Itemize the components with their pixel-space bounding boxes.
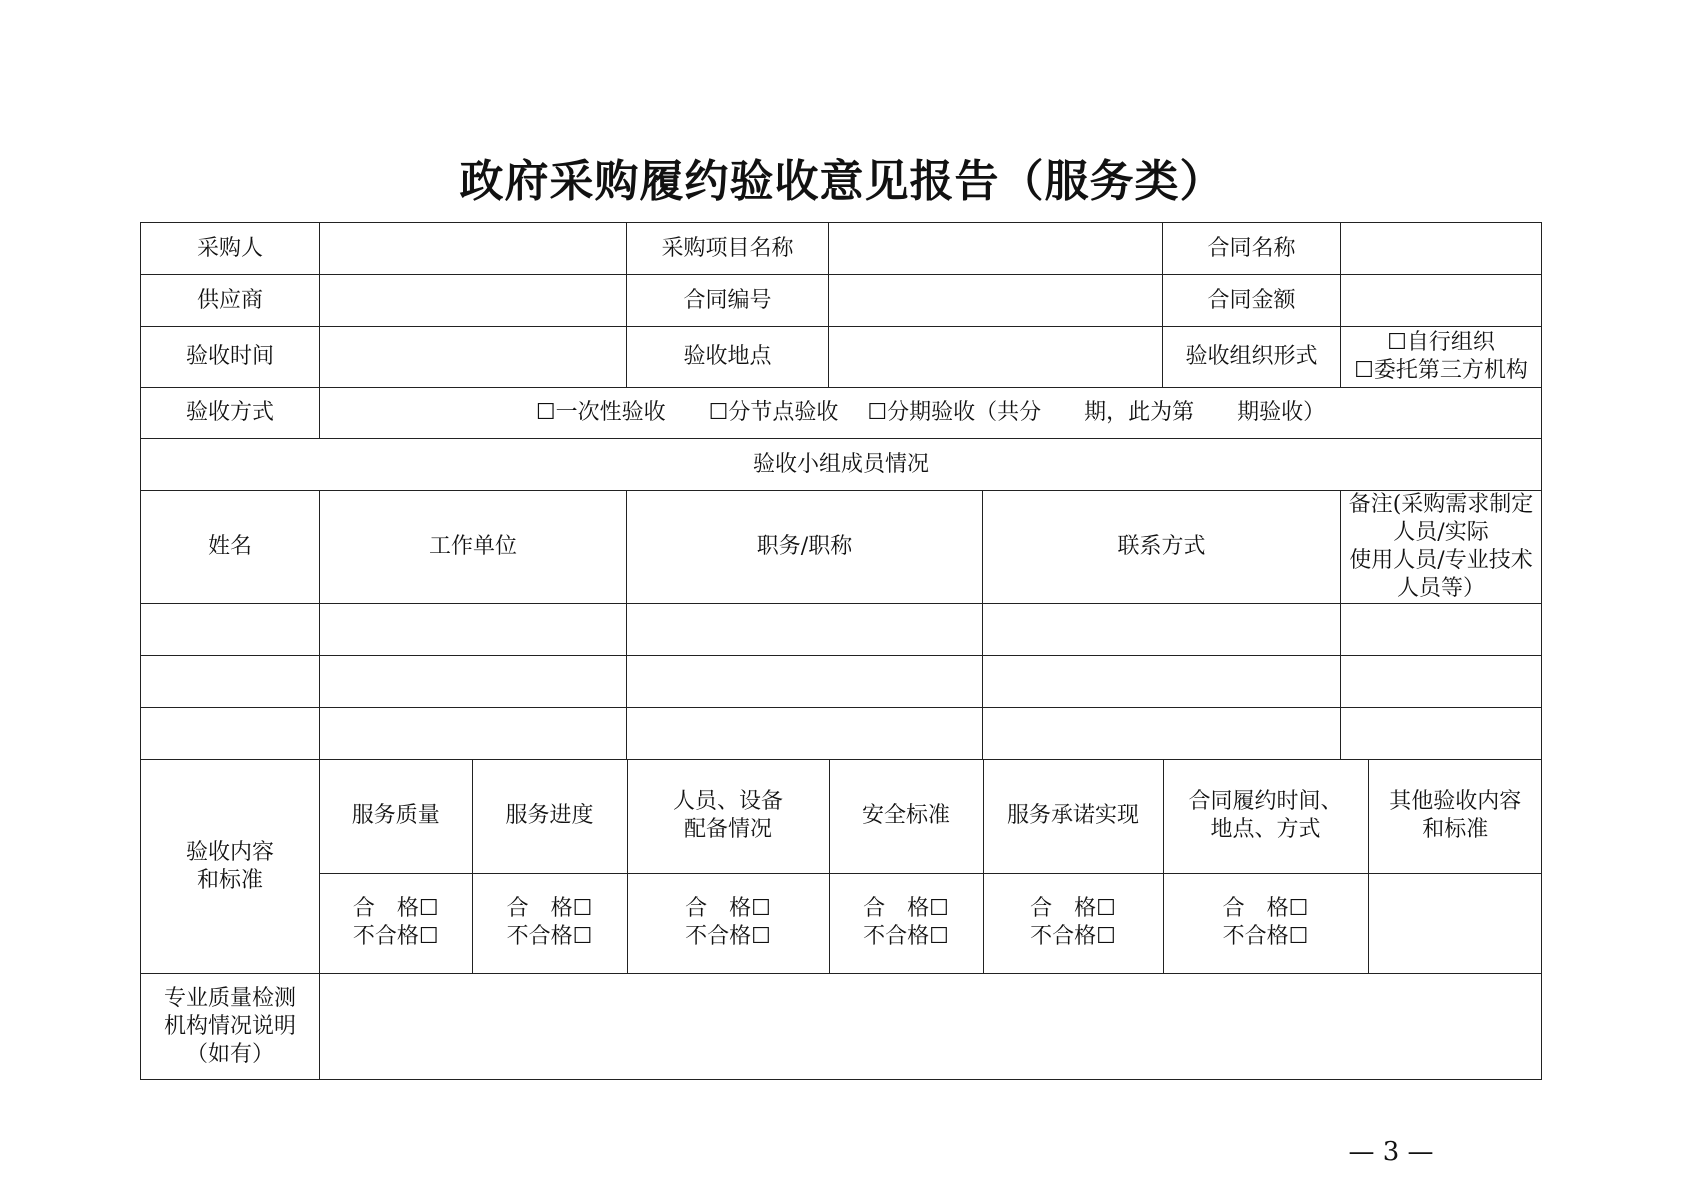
project-name-value[interactable] (829, 223, 1163, 275)
team-cell[interactable] (141, 656, 320, 708)
fail-checkbox[interactable]: 不合格☐ (863, 924, 949, 950)
team-col-contact: 联系方式 (983, 491, 1341, 604)
team-col-remark (1341, 491, 1542, 604)
method-option-phase[interactable]: ☐分期验收（共分 (867, 400, 1042, 425)
team-cell[interactable] (320, 656, 627, 708)
fail-checkbox[interactable]: 不合格☐ (685, 924, 771, 950)
criteria-item-text: 服务质量 (351, 803, 440, 829)
row-supplier (141, 275, 1542, 327)
purchaser-value[interactable] (320, 223, 627, 275)
criteria-grid-cell (320, 760, 1542, 974)
contract-no-label: 合同编号 (627, 275, 829, 327)
inspection-label-line1: 专业质量检测 (163, 985, 296, 1011)
criteria-item (829, 760, 983, 873)
pass-checkbox[interactable]: 合 格☐ (506, 896, 593, 922)
criteria-item (983, 760, 1163, 873)
method-options (320, 388, 1542, 439)
inspection-label (141, 974, 320, 1080)
pass-checkbox[interactable]: 合 格☐ (1222, 896, 1309, 922)
table-row (141, 708, 1542, 760)
place-value[interactable] (829, 327, 1163, 388)
row-time-place (141, 327, 1542, 388)
pass-checkbox[interactable]: 合 格☐ (685, 896, 771, 922)
page-title: 政府采购履约验收意见报告（服务类） (459, 156, 1225, 207)
inspection-row (141, 974, 1542, 1080)
team-header-row (141, 491, 1542, 604)
criteria-item-text: 配备情况 (683, 817, 772, 843)
criteria-grid (320, 760, 1542, 973)
org-form-label: 验收组织形式 (1163, 327, 1341, 388)
contract-amount-label: 合同金额 (1163, 275, 1341, 327)
team-cell[interactable] (983, 708, 1341, 760)
criteria-result-other[interactable] (1368, 873, 1542, 973)
criteria-item-text: 服务承诺实现 (1006, 803, 1139, 829)
pass-checkbox[interactable]: 合 格☐ (352, 896, 439, 922)
team-heading: 验收小组成员情况 (141, 439, 1542, 491)
row-purchaser (141, 223, 1542, 275)
org-form-option-third-party[interactable]: ☐委托第三方机构 (1354, 358, 1528, 383)
criteria-item-text: 人员、设备 (672, 789, 783, 815)
team-col-title: 职务/职称 (627, 491, 983, 604)
criteria-item-text: 地点、方式 (1210, 817, 1321, 843)
criteria-item-text: 和标准 (1422, 817, 1489, 843)
place-label: 验收地点 (627, 327, 829, 388)
method-option-once[interactable]: ☐一次性验收 (535, 400, 666, 425)
fail-checkbox[interactable]: 不合格☐ (1030, 924, 1116, 950)
time-value[interactable] (320, 327, 627, 388)
criteria-items-row (320, 760, 1542, 873)
contract-no-value[interactable] (829, 275, 1163, 327)
criteria-item (320, 760, 472, 873)
inspection-value[interactable] (320, 974, 1542, 1080)
team-cell[interactable] (1341, 604, 1542, 656)
team-cell[interactable] (320, 604, 627, 656)
criteria-item-text: 其他验收内容 (1389, 789, 1522, 815)
org-form-options (1341, 327, 1542, 388)
contract-name-label: 合同名称 (1163, 223, 1341, 275)
fail-checkbox[interactable]: 不合格☐ (506, 924, 593, 950)
team-cell[interactable] (141, 604, 320, 656)
method-phase-end: 期验收） (1237, 400, 1326, 425)
criteria-item (1368, 760, 1542, 873)
team-cell[interactable] (1341, 708, 1542, 760)
team-cell[interactable] (141, 708, 320, 760)
criteria-result (983, 873, 1163, 973)
method-phase-middle: 期，此为第 (1084, 400, 1195, 425)
criteria-label-line1: 验收内容 (185, 839, 274, 865)
criteria-result (1163, 873, 1368, 973)
method-label: 验收方式 (141, 388, 320, 439)
team-cell[interactable] (320, 708, 627, 760)
row-method (141, 388, 1542, 439)
supplier-label: 供应商 (141, 275, 320, 327)
team-cell[interactable] (983, 604, 1341, 656)
criteria-item-text: 服务进度 (505, 803, 594, 829)
criteria-item (472, 760, 627, 873)
contract-name-value[interactable] (1341, 223, 1542, 275)
team-cell[interactable] (627, 604, 983, 656)
fail-checkbox[interactable]: 不合格☐ (352, 924, 439, 950)
criteria-result (829, 873, 983, 973)
criteria-row (141, 760, 1542, 974)
org-form-option-self[interactable]: ☐自行组织 (1387, 330, 1495, 355)
team-remark-line1: 备注(采购需求制定人员/实际 (1348, 492, 1534, 545)
inspection-label-line3: （如有） (185, 1041, 274, 1067)
project-name-label: 采购项目名称 (627, 223, 829, 275)
pass-checkbox[interactable]: 合 格☐ (1030, 896, 1116, 922)
acceptance-form-table (140, 222, 1542, 1080)
criteria-label-line2: 和标准 (196, 867, 263, 893)
team-col-name: 姓名 (141, 491, 320, 604)
contract-amount-value[interactable] (1341, 275, 1542, 327)
criteria-result (320, 873, 472, 973)
team-cell[interactable] (1341, 656, 1542, 708)
supplier-value[interactable] (320, 275, 627, 327)
criteria-results-row (320, 873, 1542, 973)
criteria-label (141, 760, 320, 974)
page-number: — 3 — (1348, 1137, 1434, 1167)
team-cell[interactable] (627, 656, 983, 708)
method-option-node[interactable]: ☐分节点验收 (708, 400, 839, 425)
criteria-item-text: 合同履约时间、 (1188, 789, 1343, 815)
criteria-item (1163, 760, 1368, 873)
criteria-item-text: 安全标准 (861, 803, 950, 829)
team-cell[interactable] (627, 708, 983, 760)
row-team-heading (141, 439, 1542, 491)
criteria-result (627, 873, 829, 973)
purchaser-label: 采购人 (141, 223, 320, 275)
criteria-item (627, 760, 829, 873)
table-row (141, 604, 1542, 656)
team-col-unit: 工作单位 (320, 491, 627, 604)
team-remark-line2: 使用人员/专业技术人员等） (1349, 548, 1533, 601)
criteria-result (472, 873, 627, 973)
team-cell[interactable] (983, 656, 1341, 708)
inspection-label-line2: 机构情况说明 (163, 1013, 296, 1039)
fail-checkbox[interactable]: 不合格☐ (1222, 924, 1309, 950)
pass-checkbox[interactable]: 合 格☐ (863, 896, 949, 922)
time-label: 验收时间 (141, 327, 320, 388)
table-row (141, 656, 1542, 708)
